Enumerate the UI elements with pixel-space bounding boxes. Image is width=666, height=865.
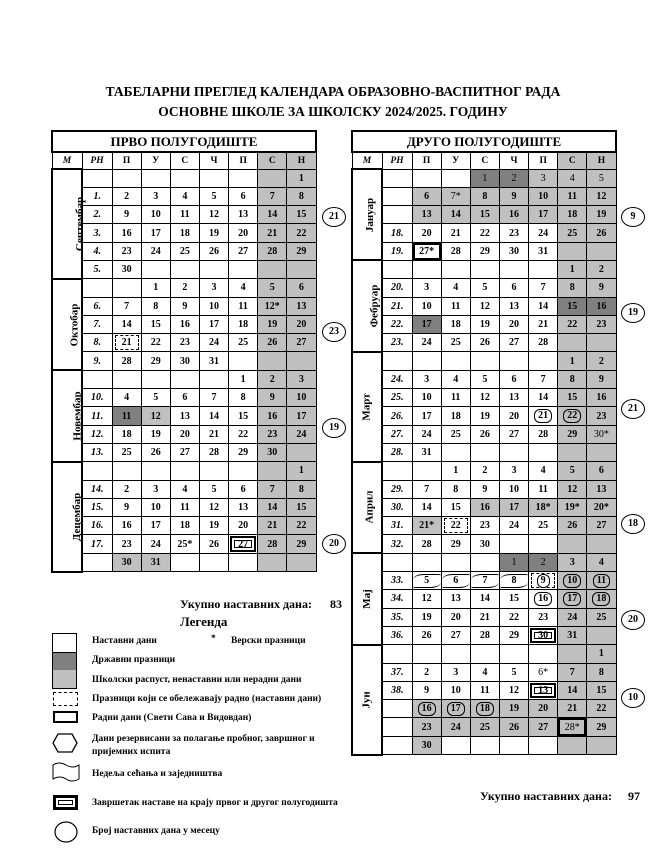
col-month: М bbox=[352, 152, 382, 169]
teaching-days-circle: 18 bbox=[621, 514, 645, 534]
col-thu: Ч bbox=[199, 152, 228, 169]
table-row: 24. 3 4 5 6 7 8 9 bbox=[352, 370, 616, 388]
swatch-school-break bbox=[52, 670, 77, 689]
teaching-days-circle: 20 bbox=[322, 534, 346, 554]
legend-label: Недеља сећања и заједништва bbox=[92, 769, 223, 779]
table-row: 31. 21* 22 23 24 25 26 27 bbox=[352, 517, 616, 535]
legend-label: Радни дани (Свети Сава и Видовдан) bbox=[92, 713, 252, 723]
first-half-calendar bbox=[51, 130, 317, 573]
col-sat: С bbox=[558, 152, 587, 169]
table-row: 33. 5 6 7 8 9 10 11 bbox=[352, 572, 616, 590]
table-row: Април 1 2 3 4 5 6 bbox=[352, 462, 616, 480]
first-half-header: ПРВО ПОЛУГОДИШТЕ bbox=[52, 131, 316, 152]
table-row: 5. 30 bbox=[52, 260, 316, 278]
swatch-state-holidays bbox=[52, 652, 77, 671]
month-label: Мај bbox=[352, 553, 382, 644]
table-row: 7. 14 15 16 17 18 19 20 bbox=[52, 315, 316, 333]
legend-title: Легенда bbox=[180, 614, 228, 629]
table-row: 12. 18 19 20 21 22 23 24 bbox=[52, 425, 316, 443]
table-row: 3. 16 17 18 19 20 21 22 bbox=[52, 224, 316, 242]
month-label: Децембар bbox=[52, 462, 82, 572]
table-row: Јануар 1 2 3 4 5 bbox=[352, 169, 616, 187]
col-wed: С bbox=[170, 152, 199, 169]
document-title-line1: ТАБЕЛАРНИ ПРЕГЛЕД КАЛЕНДАРА ОБРАЗОВНО-ВАСПИТНОГ РАДА bbox=[105, 84, 561, 99]
col-fri: П bbox=[529, 152, 558, 169]
legend-label: Школски распуст, ненаставни или нерадни дани bbox=[92, 675, 302, 685]
table-row: 37. 2 3 4 5 6* 7 8 bbox=[352, 663, 616, 681]
table-row: Децембар 1 bbox=[52, 462, 316, 480]
column-header-row bbox=[52, 152, 316, 169]
first-half-total-label: Укупно наставних дана: bbox=[180, 597, 312, 611]
table-row: Јун 1 bbox=[352, 645, 616, 663]
legend-label: Државни празници bbox=[92, 655, 176, 665]
circle-icon bbox=[54, 821, 78, 843]
legend-label: Верски празници bbox=[231, 636, 306, 646]
table-row: 28. 31 bbox=[352, 443, 616, 461]
second-half-total-value: 97 bbox=[628, 789, 640, 803]
table-row: 13 14 15 16 17 18 19 bbox=[352, 206, 616, 224]
table-row: 29. 7 8 9 10 11 12 13 bbox=[352, 480, 616, 498]
table-row: 38. 9 10 11 12 13 14 15 bbox=[352, 681, 616, 699]
table-row: 23 24 25 26 27 28* 29 bbox=[352, 718, 616, 736]
swatch-bold-box bbox=[53, 711, 78, 723]
table-row: Октобар 1 2 3 4 5 6 bbox=[52, 279, 316, 297]
table-row: 36. 26 27 28 29 30 31 bbox=[352, 626, 616, 644]
table-row: 2. 9 10 11 12 13 14 15 bbox=[52, 206, 316, 224]
wave-icon bbox=[52, 762, 80, 782]
second-half-header: ДРУГО ПОЛУГОДИШТЕ bbox=[352, 131, 616, 152]
teaching-days-circle: 21 bbox=[621, 399, 645, 419]
col-mon: П bbox=[112, 152, 141, 169]
table-row: 26. 17 18 19 20 21 22 23 bbox=[352, 407, 616, 425]
teaching-days-circle: 23 bbox=[322, 322, 346, 342]
table-row: Фебруар 1 2 bbox=[352, 260, 616, 278]
table-row: 6. 7 8 9 10 11 12* 13 bbox=[52, 297, 316, 315]
col-week-number: РН bbox=[382, 152, 412, 169]
table-row: 14. 2 3 4 5 6 7 8 bbox=[52, 480, 316, 498]
teaching-days-circle: 19 bbox=[621, 303, 645, 323]
teaching-days-circle: 20 bbox=[621, 610, 645, 630]
legend-label: Наставни дани bbox=[92, 636, 157, 646]
table-row: 4. 23 24 25 26 27 28 29 bbox=[52, 242, 316, 260]
legend-label: Дани резервисани за полагање пробног, завршног и пријемних испита bbox=[92, 734, 315, 757]
table-row: 19. 27* 28 29 30 31 bbox=[352, 242, 616, 260]
month-label: Април bbox=[352, 462, 382, 553]
swatch-dashed-box bbox=[53, 692, 78, 706]
table-row: 17. 23 24 25* 26 27 28 29 bbox=[52, 535, 316, 553]
swatch-double-box bbox=[53, 795, 78, 810]
table-row: 32. 28 29 30 bbox=[352, 535, 616, 553]
table-row: 10. 4 5 6 7 8 9 10 bbox=[52, 389, 316, 407]
column-header-row bbox=[352, 152, 616, 169]
table-row: Мај 1 2 3 4 bbox=[352, 553, 616, 571]
table-row: 30. 14 15 16 17 18* 19* 20* bbox=[352, 498, 616, 516]
col-thu: Ч bbox=[499, 152, 528, 169]
table-row: 16 17 18 19 20 21 22 bbox=[352, 700, 616, 718]
table-row: 1. 2 3 4 5 6 7 8 bbox=[52, 187, 316, 205]
asterisk-symbol: * bbox=[211, 634, 216, 644]
table-row: 18. 20 21 22 23 24 25 26 bbox=[352, 224, 616, 242]
table-row: 22. 17 18 19 20 21 22 23 bbox=[352, 315, 616, 333]
col-sun: Н bbox=[587, 152, 616, 169]
document-title-line2: ОСНОВНЕ ШКОЛЕ ЗА ШКОЛСКУ 2024/2025. ГОДИНУ bbox=[158, 104, 508, 119]
table-row: 34. 12 13 14 15 16 17 18 bbox=[352, 590, 616, 608]
teaching-days-circle: 10 bbox=[621, 688, 645, 708]
table-row: 8. 21 22 23 24 25 26 27 bbox=[52, 334, 316, 352]
col-week-number: РН bbox=[82, 152, 112, 169]
legend-label: Број наставних дана у месецу bbox=[92, 826, 220, 836]
month-label: Јун bbox=[352, 645, 382, 755]
legend-label: Празници који се обележавају радно (наставни дани) bbox=[92, 694, 322, 704]
table-row: 20. 3 4 5 6 7 8 9 bbox=[352, 279, 616, 297]
teaching-days-circle: 9 bbox=[621, 207, 645, 227]
table-row: 13. 25 26 27 28 29 30 bbox=[52, 443, 316, 461]
month-label: Септембар bbox=[52, 169, 82, 279]
col-mon: П bbox=[412, 152, 441, 169]
table-row: 6 7* 8 9 10 11 12 bbox=[352, 187, 616, 205]
col-fri: П bbox=[229, 152, 258, 169]
teaching-days-circle: 19 bbox=[322, 418, 346, 438]
table-row: 9. 28 29 30 31 bbox=[52, 352, 316, 370]
table-row: 15. 9 10 11 12 13 14 15 bbox=[52, 498, 316, 516]
table-row: Новембар 1 2 3 bbox=[52, 370, 316, 388]
table-row: 25. 10 11 12 13 14 15 16 bbox=[352, 389, 616, 407]
first-half-total-value: 83 bbox=[330, 597, 342, 611]
swatch-teaching-days bbox=[52, 633, 77, 652]
month-label: Јануар bbox=[352, 169, 382, 260]
table-row: 21. 10 11 12 13 14 15 16 bbox=[352, 297, 616, 315]
table-row: 35. 19 20 21 22 23 24 25 bbox=[352, 608, 616, 626]
month-label: Март bbox=[352, 352, 382, 462]
col-sun: Н bbox=[287, 152, 316, 169]
col-tue: У bbox=[441, 152, 470, 169]
table-row: Септембар 1 bbox=[52, 169, 316, 187]
col-sat: С bbox=[258, 152, 287, 169]
table-row: 11. 11 12 13 14 15 16 17 bbox=[52, 407, 316, 425]
legend-label: Завршетак наставе на крају првог и другог полугодишта bbox=[92, 798, 338, 808]
second-half-calendar bbox=[351, 130, 617, 756]
month-label: Фебруар bbox=[352, 260, 382, 351]
col-tue: У bbox=[141, 152, 170, 169]
month-label: Новембар bbox=[52, 370, 82, 461]
second-half-total-label: Укупно наставних дана: bbox=[480, 789, 612, 803]
table-row: 23. 24 25 26 27 28 bbox=[352, 334, 616, 352]
col-month: М bbox=[52, 152, 82, 169]
table-row: 27. 24 25 26 27 28 29 30* bbox=[352, 425, 616, 443]
table-row: 16. 16 17 18 19 20 21 22 bbox=[52, 517, 316, 535]
month-label: Октобар bbox=[52, 279, 82, 370]
col-wed: С bbox=[470, 152, 499, 169]
table-row: Март 1 2 bbox=[352, 352, 616, 370]
teaching-days-circle: 21 bbox=[322, 207, 346, 227]
hexagon-icon bbox=[52, 733, 78, 753]
table-row: 30 31 bbox=[52, 553, 316, 571]
table-row: 30 bbox=[352, 736, 616, 754]
